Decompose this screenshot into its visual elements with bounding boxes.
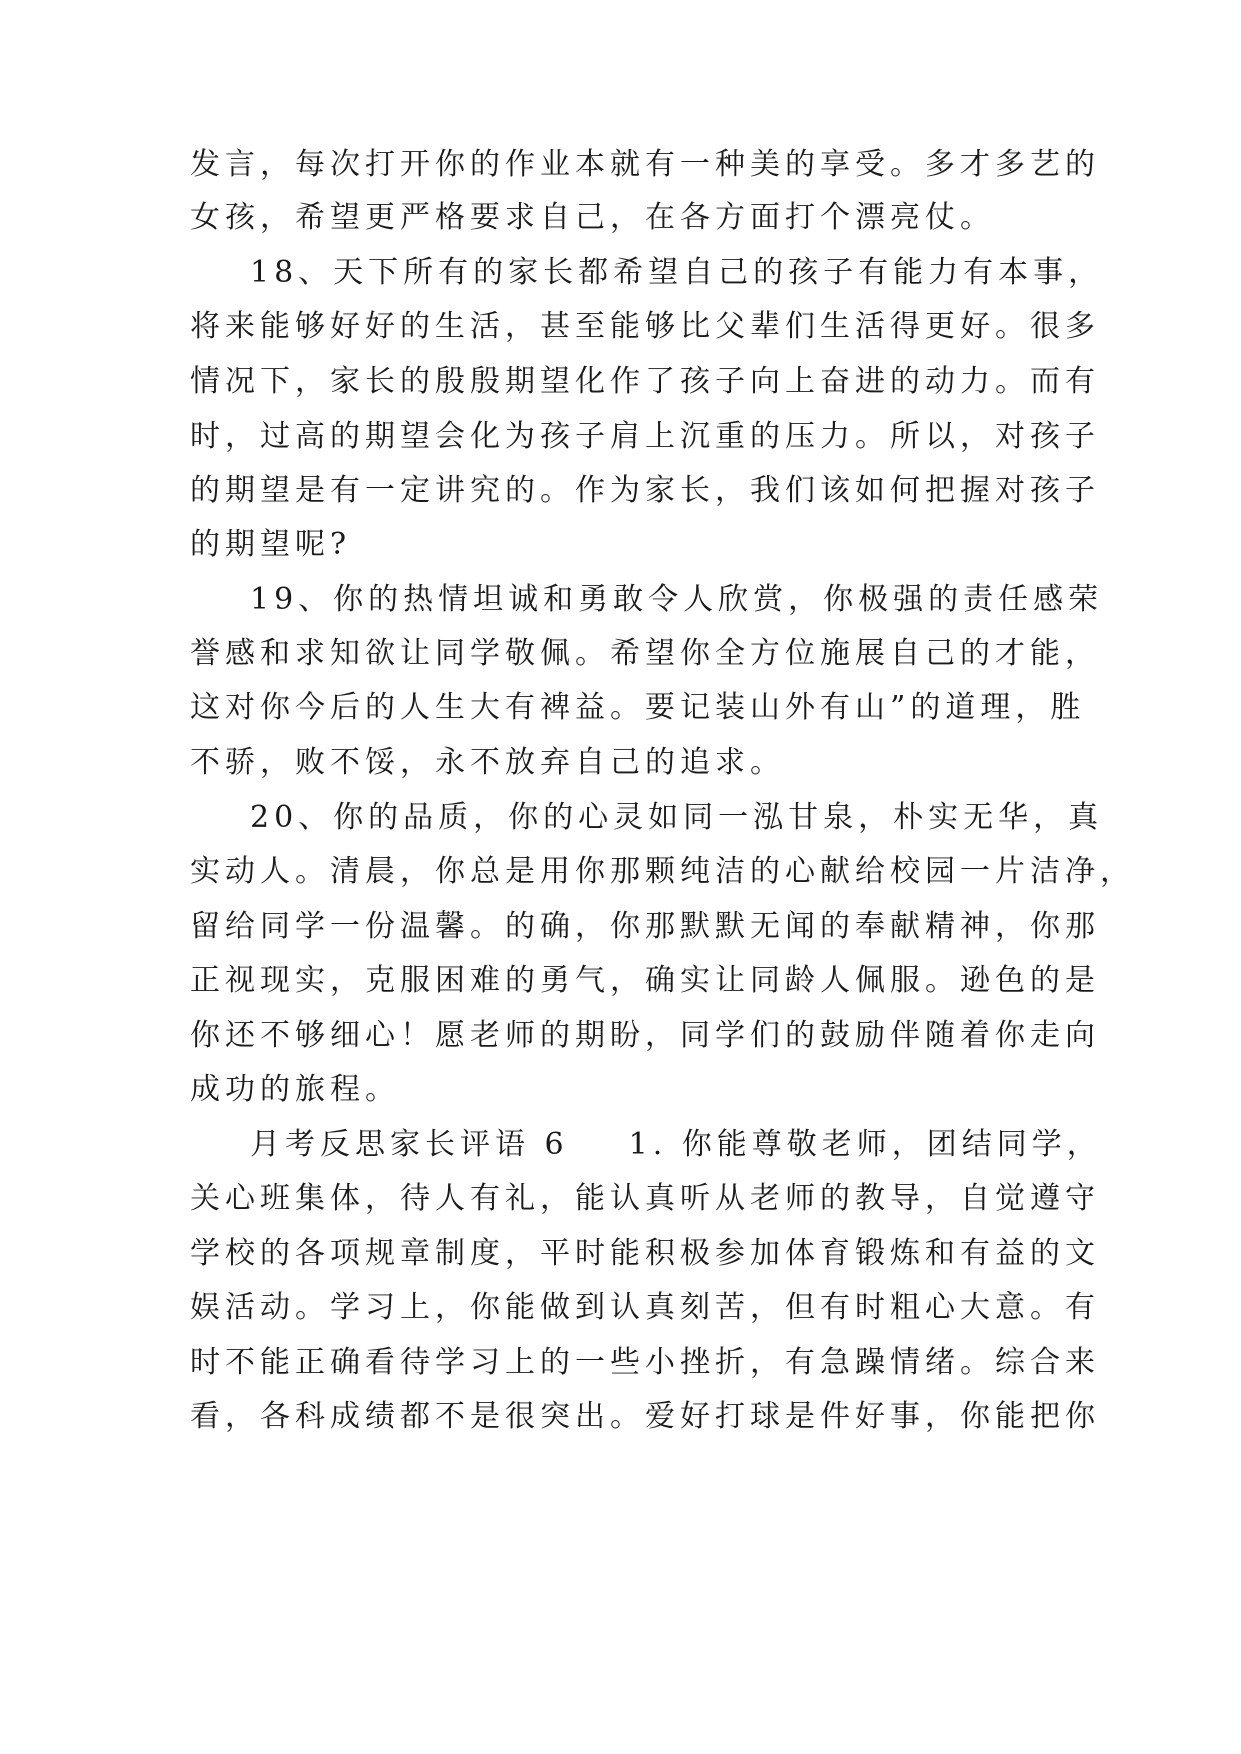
text-line: 留给同学一份温馨。的确，你那默默无闻的奉献精神，你那: [190, 909, 1100, 944]
text-line: 的期望呢?: [190, 527, 352, 562]
text-line: 学校的各项规章制度，平时能积极参加体育锻炼和有益的文: [190, 1236, 1100, 1271]
text-line: 情况下，家长的殷殷期望化作了孩子向上奋进的动力。而有: [190, 364, 1100, 399]
text-line: 这对你今后的人生大有裨益。要记装山外有山”的道理，胜: [190, 690, 1086, 725]
text-line: 时不能正确看待学习上的一些小挫折，有急躁情绪。综合来: [190, 1345, 1100, 1380]
text-line: 女孩，希望更严格要求自己，在各方面打个漂亮仗。: [190, 200, 995, 235]
section-heading: 月考反思家长评语 6: [250, 1127, 569, 1162]
text-line: 成功的旅程。: [190, 1072, 400, 1107]
text-line: 看，各科成绩都不是很突出。爱好打球是件好事，你能把你: [190, 1399, 1100, 1434]
text-line: 你还不够细心！愿老师的期盼，同学们的鼓励伴随着你走向: [190, 1018, 1100, 1053]
paragraph-19-line: 19、你的热情坦诚和勇敢令人欣赏，你极强的责任感荣: [250, 582, 1104, 617]
section-first-line: 1. 你能尊敬老师，团结同学，: [628, 1127, 1102, 1162]
text-line: 发言，每次打开你的作业本就有一种美的享受。多才多艺的: [190, 147, 1100, 182]
text-line: 实动人。清晨，你总是用你那颗纯洁的心献给校园一片洁净，: [190, 854, 1135, 889]
text-line: 的期望是有一定讲究的。作为家长，我们该如何把握对孩子: [190, 473, 1100, 508]
text-line: 不骄，败不馁，永不放弃自己的追求。: [190, 745, 785, 780]
text-line: 正视现实，克服困难的勇气，确实让同龄人佩服。逊色的是: [190, 963, 1100, 998]
text-line: 誉感和求知欲让同学敬佩。希望你全方位施展自己的才能，: [190, 636, 1100, 671]
paragraph-20-line: 20、你的品质，你的心灵如同一泓甘泉，朴实无华，真: [250, 800, 1104, 835]
text-line: 时，过高的期望会化为孩子肩上沉重的压力。所以，对孩子: [190, 419, 1100, 454]
text-line: 关心班集体，待人有礼，能认真听从老师的教导，自觉遵守: [190, 1181, 1100, 1216]
text-line: 娱活动。学习上，你能做到认真刻苦，但有时粗心大意。有: [190, 1290, 1100, 1325]
text-line: 将来能够好好的生活，甚至能够比父辈们生活得更好。很多: [190, 309, 1100, 344]
paragraph-18-line: 18、天下所有的家长都希望自己的孩子有能力有本事，: [250, 255, 1104, 290]
section-heading-line: [250, 1115, 1102, 1175]
